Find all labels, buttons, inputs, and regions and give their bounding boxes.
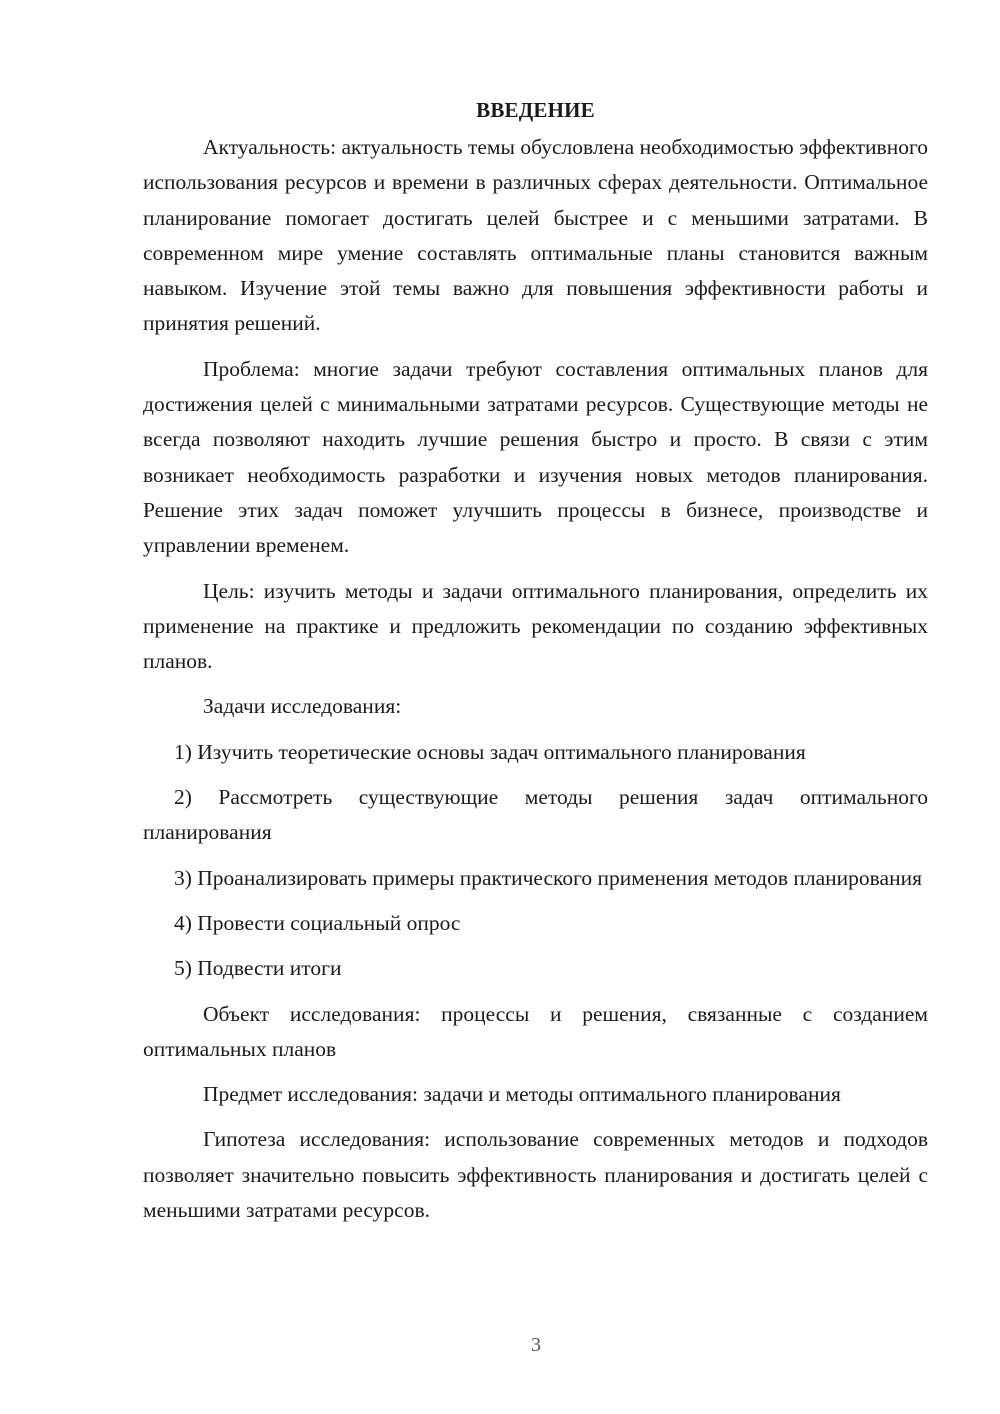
task-item-5: 5) Подвести итоги xyxy=(174,956,342,981)
section-title: ВВЕДЕНИЕ xyxy=(476,98,595,122)
task-item-4: 4) Провести социальный опрос xyxy=(174,910,461,935)
paragraph-object: Объект исследования: процессы и решения, связанные с созданием оптимальных планов xyxy=(143,1001,928,1061)
task-item-2: 2) Рассмотреть существующие методы решения задач оптимального планирования xyxy=(143,785,928,845)
page-number: 3 xyxy=(531,1334,541,1356)
paragraph-goal: Цель: изучить методы и задачи оптимального планирования, определить их применение на практике и предложить рекомендации по созданию эффективных планов. xyxy=(143,578,928,674)
paragraph-subject: Предмет исследования: задачи и методы оптимального планирования xyxy=(203,1082,841,1107)
task-item-1: 1) Изучить теоретические основы задач оптимального планирования xyxy=(174,739,806,764)
paragraph-hypothesis: Гипотеза исследования: использование современных методов и подходов позволяет значительно повысить эффективность планирования и достигать целей с меньшими затратами ресурсов. xyxy=(143,1127,928,1223)
tasks-heading: Задачи исследования: xyxy=(203,694,402,719)
document-page xyxy=(143,90,928,1238)
paragraph-problem: Проблема: многие задачи требуют составления оптимальных планов для достижения целей с минимальными затратами ресурсов. Существующие методы не всегда позволяют находить лучшие решения быстро и просто. В связи с этим возникает необходимость разработки и изучения новых методов планирования. Решение этих задач поможет улучшить процессы в бизнесе, производстве и управлении временем. xyxy=(143,356,928,558)
task-item-3: 3) Проанализировать примеры практического применения методов планирования xyxy=(174,865,922,890)
paragraph-relevance: Актуальность: актуальность темы обусловлена необходимостью эффективного использования ресурсов и времени в различных сферах деятельности. Оптимальное планирование помогает достигать целей быстрее и с меньшими затратами. В современном мире умение составлять оптимальные планы становится важным навыком. Изучение этой темы важно для повышения эффективности работы и принятия решений. xyxy=(143,135,928,336)
